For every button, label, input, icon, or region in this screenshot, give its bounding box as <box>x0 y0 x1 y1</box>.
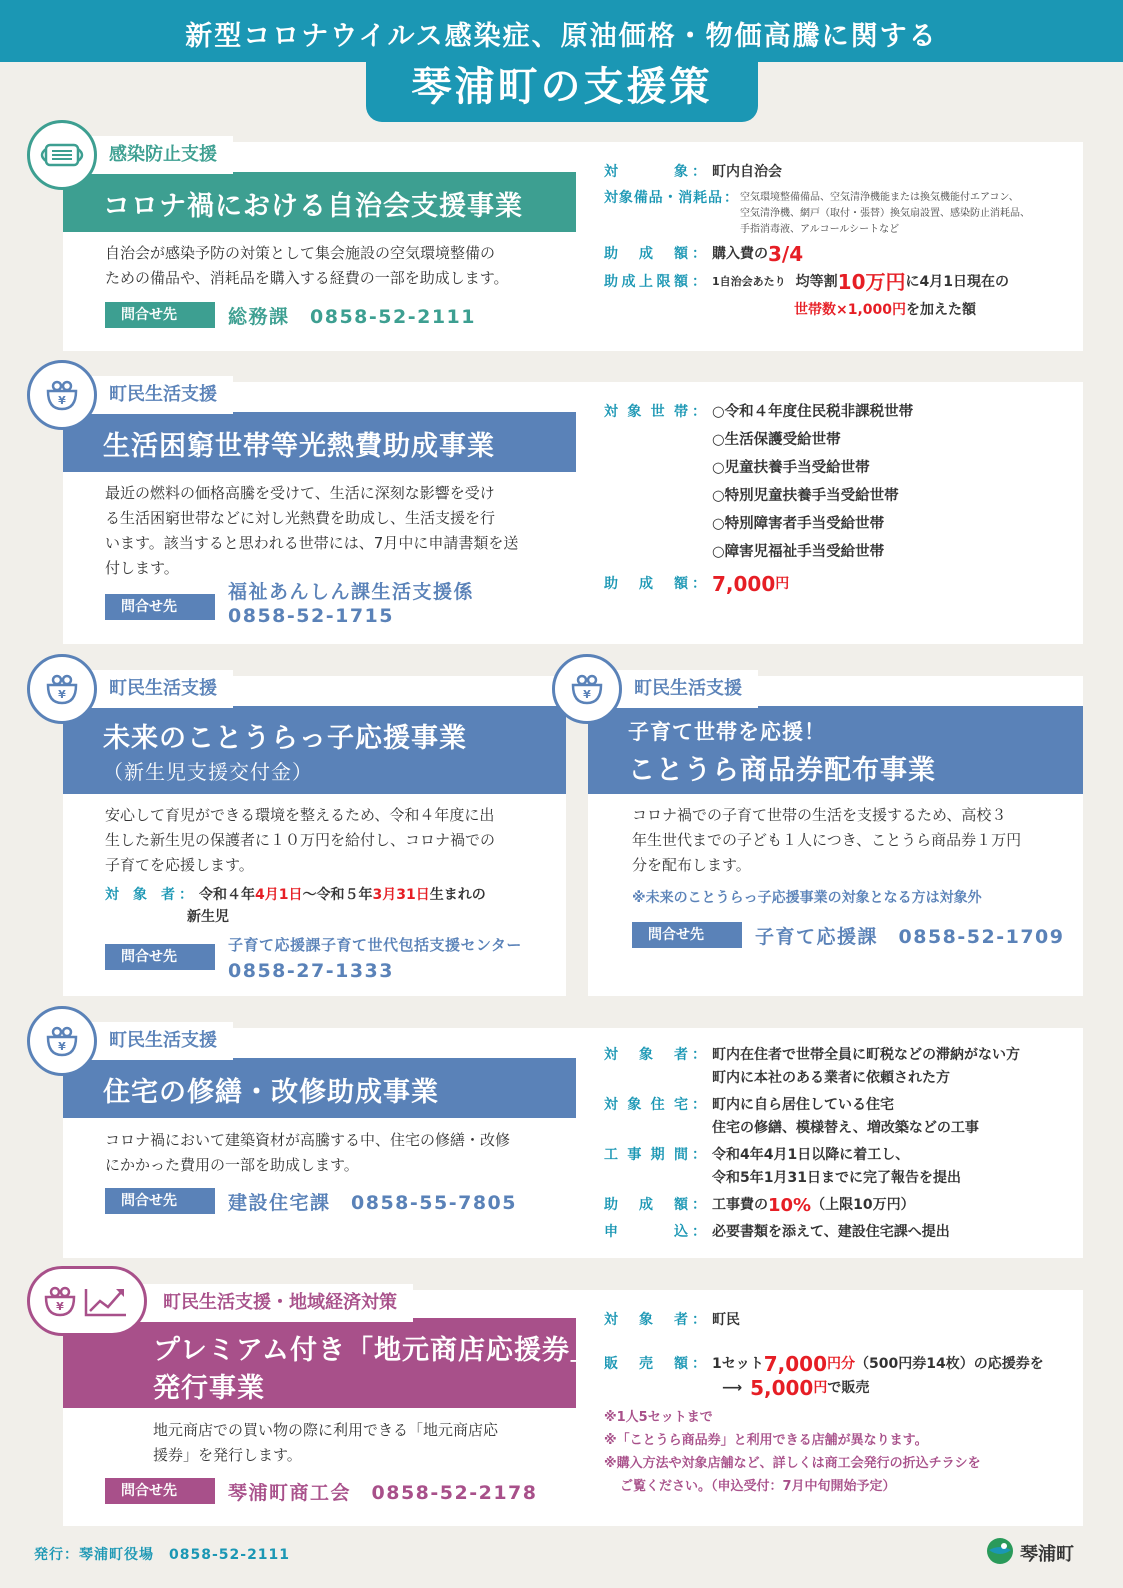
section-2-description: 最近の燃料の価格高騰を受けて、生活に深刻な影響を受け る生活困窮世帯などに対し光熱費を助成し、生活支援を行 います。該当すると思われる世帯には、7月中に申請書類を送 付します。 <box>105 484 519 577</box>
section-6-notes: ※1人5セットまで ※「ことうら商品券」と利用できる店舗が異なります。 ※購入方法や対象店舗など、詳しくは商工会発行の折込チラシを ご覧ください。（申込受付：7月中旬開始予定） <box>604 1410 981 1494</box>
coin-purse-icon <box>27 360 97 430</box>
section-2-contact-arrow <box>199 594 215 620</box>
section-2-tag: 町民生活支援 <box>83 376 233 414</box>
section-3-title: 未来のことうらっ子応援事業 <box>103 723 467 754</box>
coin-purse-icon <box>552 654 622 724</box>
section-4-description: コロナ禍での子育て世帯の生活を支援するため、高校３ 年生世代までの子ども１人につき、ことうら商品券１万円 分を配布します。 <box>632 806 1022 874</box>
section-1-title: コロナ禍における自治会支援事業 <box>103 191 523 222</box>
section-3-subtitle: （新生児支援交付金） <box>103 760 313 784</box>
section-5-title: 住宅の修繕・改修助成事業 <box>103 1077 439 1108</box>
section-6-contact: 琴浦町商工会 0858-52-2178 <box>228 1482 538 1504</box>
section-3-contact-arrow <box>199 944 215 970</box>
section-6-description: 地元商店での買い物の際に利用できる「地元商店応 援券」を発行します。 <box>153 1421 499 1464</box>
svg-text:¥: ¥ <box>56 1300 64 1313</box>
section-5-description: コロナ禍において建築資材が高騰する中、住宅の修繕・改修 にかかった費用の一部を助成します。 <box>105 1131 511 1174</box>
svg-text:¥: ¥ <box>583 688 591 701</box>
section-5-band <box>63 1058 576 1118</box>
section-5-tag: 町民生活支援 <box>83 1022 233 1060</box>
section-4-band <box>588 706 1083 794</box>
section-2-contact: 福祉あんしん課生活支援係 0858-52-1715 <box>228 581 475 627</box>
section-4-title-line-2: ことうら商品券配布事業 <box>628 755 936 786</box>
section-1-description: 自治会が感染予防の対策として集会施設の空気環境整備の ための備品や、消耗品を購入する経費の一部を助成します。 <box>105 244 509 287</box>
svg-text:¥: ¥ <box>58 1040 66 1053</box>
town-logo-icon <box>985 1536 1015 1566</box>
header-subtitle: 新型コロナウイルス感染症、原油価格・物価高騰に関する <box>185 21 938 52</box>
page-title: 琴浦町の支援策 <box>366 62 758 122</box>
section-2-band <box>63 412 576 472</box>
section-6-contact-label: 問合せ先 <box>105 1478 215 1504</box>
section-3-description: 安心して育児ができる環境を整えるため、令和４年度に出 生した新生児の保護者に１０万円を給付し、コロナ禍での 子育てを応援します。 <box>105 806 496 874</box>
svg-text:¥: ¥ <box>58 394 66 407</box>
town-logo-text: 琴浦町 <box>1020 1544 1074 1565</box>
section-6-contact-arrow <box>199 1478 215 1504</box>
section-3-contact: 子育て応援課子育て世代包括支援センター 0858-27-1333 <box>228 936 522 982</box>
section-5-contact-arrow <box>199 1188 215 1214</box>
coin-purse-icon <box>27 654 97 724</box>
purse-and-chart-icon <box>27 1266 147 1336</box>
section-4-title-line-1: 子育て世帯を応援！ <box>628 720 826 744</box>
section-1-contact-arrow <box>199 302 215 328</box>
section-6-tag: 町民生活支援・地域経済対策 <box>137 1284 413 1322</box>
section-4-contact: 子育て応援課 0858-52-1709 <box>755 926 1065 948</box>
section-5-contact: 建設住宅課 0858-55-7805 <box>228 1192 517 1214</box>
section-5-contact-label: 問合せ先 <box>105 1188 215 1214</box>
section-5-info: 対 象 者 ： 町内在住者で世帯全員に町税などの滞納がない方 町内に本社のある業者に依頼された方 対象住宅 ： 町内に自ら居住している住宅 住宅の修繕、模様替え、増改築などの工事 工事期間 ： 令和4年4月1日以降に着工し、 令和5年1月31日までに完了報告を提出 助 成 額 ： 工事費の 10% （上限10万円） 申 込 ： 必要書類を添えて、建設住宅課へ提出 <box>604 1047 1020 1240</box>
section-6-title-line-2: 発行事業 <box>153 1373 265 1404</box>
section-4-contact-label: 問合せ先 <box>632 922 742 948</box>
section-1-tag: 感染防止支援 <box>83 136 233 174</box>
section-4-contact-arrow <box>726 922 742 948</box>
section-3-tag: 町民生活支援 <box>83 670 233 708</box>
svg-text:¥: ¥ <box>58 688 66 701</box>
section-4-note: ※未来のことうらっ子応援事業の対象となる方は対象外 <box>632 890 982 906</box>
section-3-target: 対象者 ： 令和４年 4月1日 〜令和５年 3月31日 生まれの 新生児 <box>105 887 486 925</box>
section-3-band <box>63 706 566 794</box>
mask-icon <box>27 120 97 190</box>
section-1-contact: 総務課 0858-52-2111 <box>228 306 476 328</box>
section-1-contact-label: 問合せ先 <box>105 302 215 328</box>
section-2-info: 対象世帯 ： ○令和４年度住民税非課税世帯 ○生活保護受給世帯 ○児童扶養手当受給世帯 ○特別児童扶養手当受給世帯 ○特別障害者手当受給世帯 ○障害児福祉手当受給世帯 助 成 額 ： 7,000 円 <box>604 404 914 596</box>
section-2-title: 生活困窮世帯等光熱費助成事業 <box>103 431 495 462</box>
section-1-info: 対 象 ： 町内自治会 対象備品・消耗品 ： 空気環境整備備品、空気清浄機能または換気機能付エアコン、 空気清浄機、網戸（取付・張替）換気扇設置、感染防止消耗品、 手指消毒液、アルコールシートなど 助 成 額 ： 購入費の 3/4 助成上限額 ： 1自治会あたり 均等割 10万円 に4月1日現在の 世帯数×1,000円 を加えた額 <box>604 164 1030 318</box>
section-1-band <box>63 172 576 232</box>
section-3-contact-label: 問合せ先 <box>105 944 215 970</box>
section-2-contact-label: 問合せ先 <box>105 594 215 620</box>
coin-purse-icon <box>27 1006 97 1076</box>
section-6-info: 対 象 者 ： 町民 販 売 額 ： 1セット 7,000 円分 （500円券14枚）の応援券を ⟶ 5,000 円 で販売 ※1人5セットまで ※「ことうら商品券」と利用できる店舗が異なります。 ※購入方法や対象店舗など、詳しくは商工会発行の折込チラシを ご覧ください。（申込受付：7月中旬開始予定） <box>604 1308 1044 1498</box>
publisher-info: 発行：琴浦町役場 0858-52-2111 <box>34 1547 291 1563</box>
section-4-tag: 町民生活支援 <box>608 670 758 708</box>
section-6-title-line-1: プレミアム付き「地元商店応援券」 <box>153 1335 599 1366</box>
